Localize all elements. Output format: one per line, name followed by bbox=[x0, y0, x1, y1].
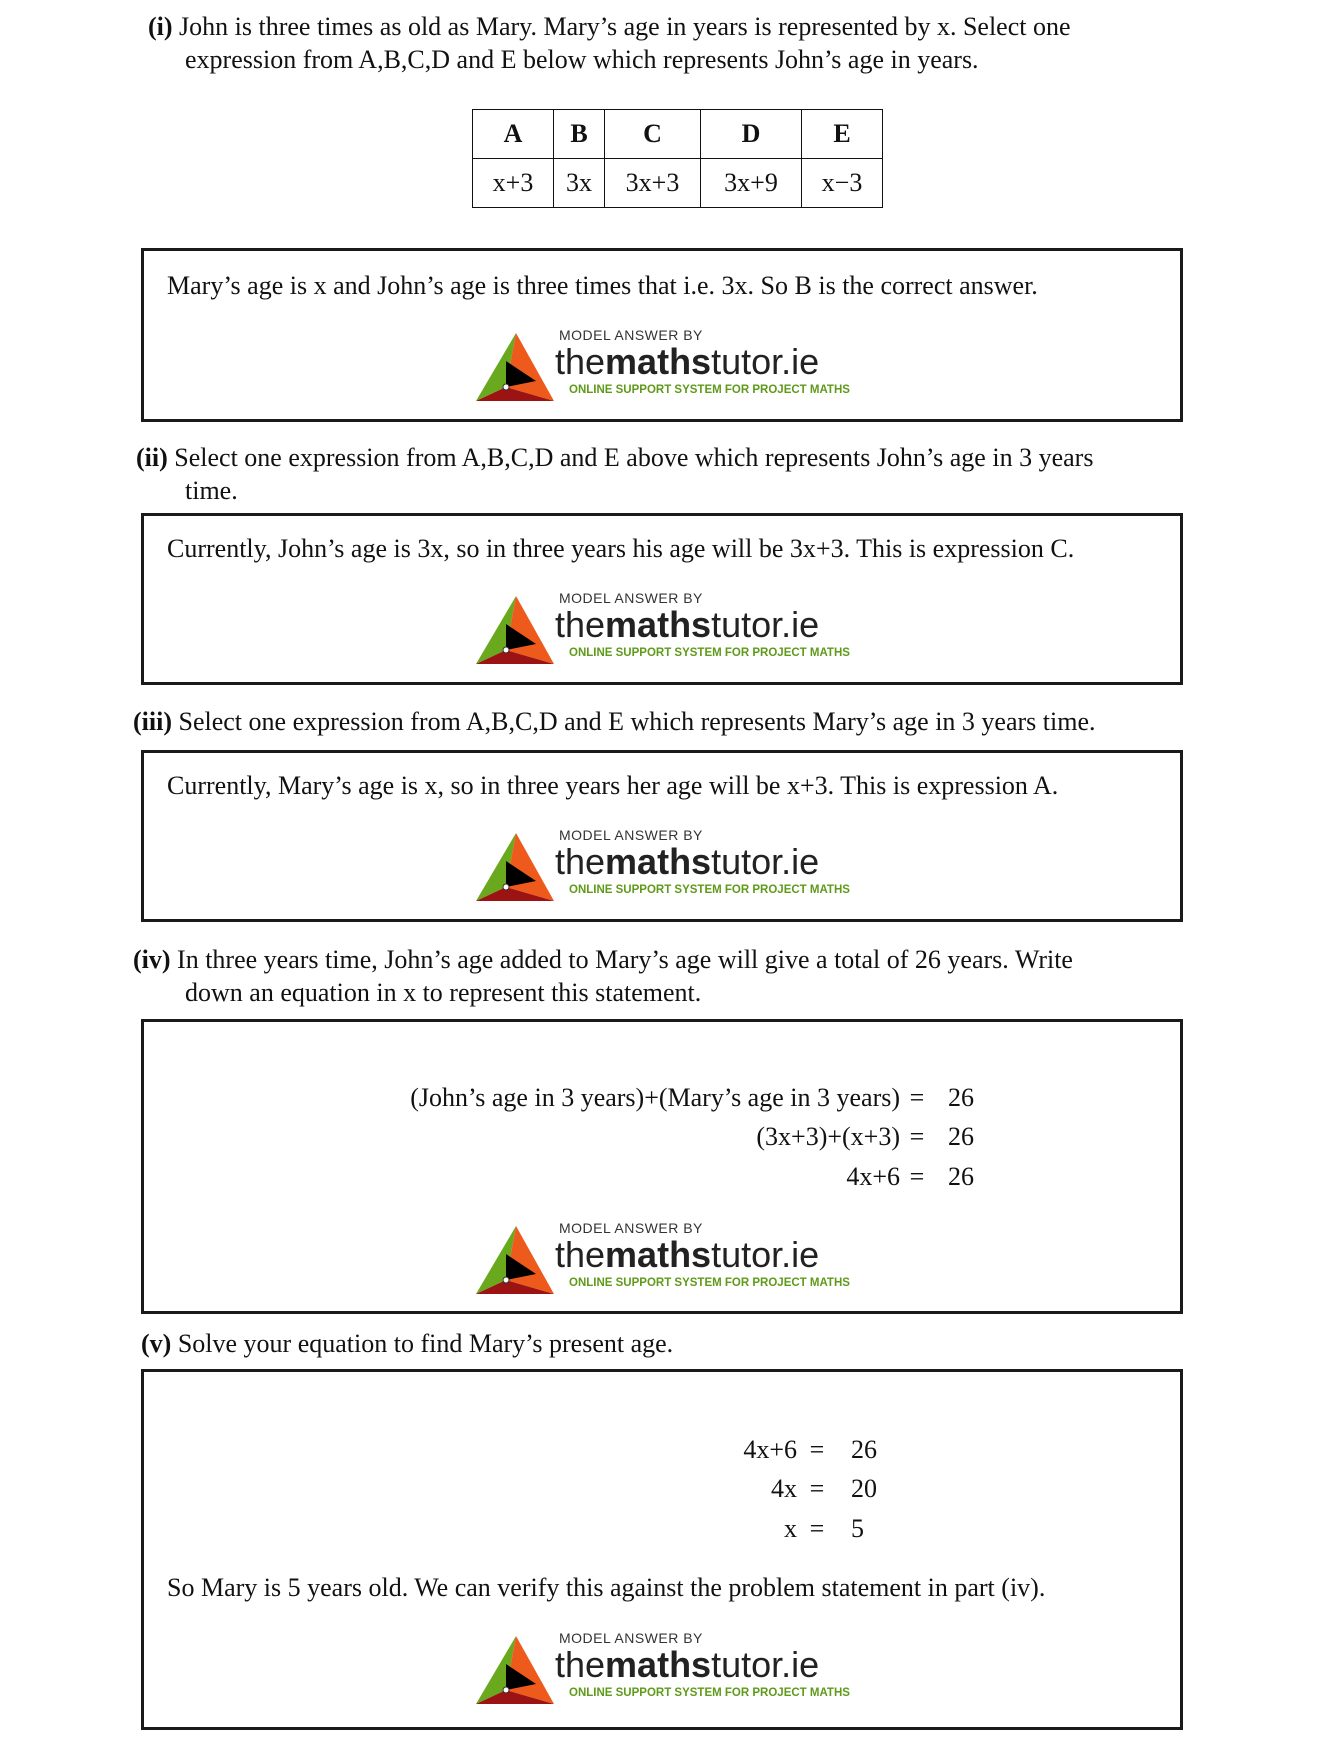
logo bbox=[476, 327, 866, 403]
question-number: (iv) bbox=[133, 945, 171, 974]
logo-small-text: MODEL ANSWER BY bbox=[559, 827, 703, 843]
option-expression: 3x+3 bbox=[605, 159, 701, 208]
equation-lhs: (John’s age in 3 years)+(Mary’s age in 3 years) bbox=[410, 1083, 900, 1112]
equation-row bbox=[144, 1083, 1180, 1117]
equation-rhs: 26 bbox=[948, 1122, 974, 1151]
triangle-logo-icon bbox=[476, 831, 556, 903]
equation-lhs: 4x bbox=[771, 1474, 797, 1503]
options-table bbox=[472, 109, 883, 208]
question-text: Solve your equation to find Mary’s present age. bbox=[177, 1329, 674, 1358]
question-ii bbox=[136, 441, 1093, 507]
option-header: A bbox=[473, 110, 554, 159]
logo-small-text: MODEL ANSWER BY bbox=[559, 1220, 703, 1236]
option-header: B bbox=[554, 110, 605, 159]
question-text: Select one expression from A,B,C,D and E above which represents John’s age in 3 years bbox=[174, 443, 1094, 472]
logo-tagline: ONLINE SUPPORT SYSTEM FOR PROJECT MATHS bbox=[569, 884, 850, 896]
logo-tagline: ONLINE SUPPORT SYSTEM FOR PROJECT MATHS bbox=[569, 1687, 850, 1699]
question-number: (i) bbox=[148, 12, 173, 41]
equation-row bbox=[144, 1474, 1180, 1508]
answer-box-ii bbox=[141, 513, 1183, 685]
question-number: (v) bbox=[141, 1329, 172, 1358]
logo-tagline: ONLINE SUPPORT SYSTEM FOR PROJECT MATHS bbox=[569, 647, 850, 659]
option-expression: 3x+9 bbox=[701, 159, 802, 208]
equation-lhs: 4x+6 bbox=[743, 1435, 797, 1464]
question-iii bbox=[133, 705, 1096, 738]
equation-rhs: 26 bbox=[948, 1083, 974, 1112]
question-text: In three years time, John’s age added to Mary’s age will give a total of 26 years. Write bbox=[177, 945, 1073, 974]
logo-small-text: MODEL ANSWER BY bbox=[559, 327, 703, 343]
option-header: C bbox=[605, 110, 701, 159]
equation-row bbox=[144, 1514, 1180, 1548]
option-expression: x−3 bbox=[802, 159, 883, 208]
question-number: (iii) bbox=[133, 707, 172, 736]
logo-brand: themathstutor.ie bbox=[555, 1234, 820, 1275]
logo-small-text: MODEL ANSWER BY bbox=[559, 590, 703, 606]
logo-tagline: ONLINE SUPPORT SYSTEM FOR PROJECT MATHS bbox=[569, 384, 850, 396]
question-text-cont: time. bbox=[185, 476, 238, 505]
answer-box-iv bbox=[141, 1019, 1183, 1314]
answer-text: Mary’s age is x and John’s age is three times that i.e. 3x. So B is the correct answer. bbox=[167, 271, 1038, 300]
option-header: E bbox=[802, 110, 883, 159]
triangle-logo-icon bbox=[476, 594, 556, 666]
question-number: (ii) bbox=[136, 443, 168, 472]
question-text: Select one expression from A,B,C,D and E which represents Mary’s age in 3 years time. bbox=[178, 707, 1096, 736]
equation-op: = bbox=[909, 1122, 925, 1151]
logo bbox=[476, 1220, 866, 1296]
equation-rhs: 20 bbox=[851, 1474, 877, 1503]
option-header: D bbox=[701, 110, 802, 159]
logo-brand: themathstutor.ie bbox=[555, 841, 820, 882]
logo-tagline: ONLINE SUPPORT SYSTEM FOR PROJECT MATHS bbox=[569, 1277, 850, 1289]
option-expression: 3x bbox=[554, 159, 605, 208]
option-expression: x+3 bbox=[473, 159, 554, 208]
equation-lhs: 4x+6 bbox=[846, 1162, 900, 1191]
question-iv bbox=[133, 943, 1073, 1009]
question-text: John is three times as old as Mary. Mary’s age in years is represented by x. Select one bbox=[179, 12, 1071, 41]
answer-box-iii bbox=[141, 750, 1183, 922]
answer-box-i bbox=[141, 248, 1183, 422]
equation-op: = bbox=[809, 1514, 825, 1543]
equation-lhs: x bbox=[784, 1514, 797, 1543]
equation-row bbox=[144, 1162, 1180, 1196]
question-v bbox=[141, 1327, 673, 1360]
logo-small-text: MODEL ANSWER BY bbox=[559, 1630, 703, 1646]
equation-rhs: 5 bbox=[851, 1514, 864, 1543]
question-text-cont: down an equation in x to represent this statement. bbox=[185, 978, 702, 1007]
answer-box-v bbox=[141, 1369, 1183, 1730]
equation-op: = bbox=[909, 1083, 925, 1112]
logo bbox=[476, 1630, 866, 1706]
logo-brand: themathstutor.ie bbox=[555, 1644, 820, 1685]
equation-op: = bbox=[809, 1435, 825, 1464]
question-text-cont: expression from A,B,C,D and E below which represents John’s age in years. bbox=[185, 45, 979, 74]
answer-text: Currently, Mary’s age is x, so in three years her age will be x+3. This is expression A. bbox=[167, 771, 1059, 800]
logo bbox=[476, 827, 866, 903]
equation-op: = bbox=[909, 1162, 925, 1191]
question-i bbox=[148, 10, 1071, 76]
logo-brand: themathstutor.ie bbox=[555, 604, 820, 645]
logo-brand: themathstutor.ie bbox=[555, 341, 820, 382]
equation-row bbox=[144, 1435, 1180, 1469]
triangle-logo-icon bbox=[476, 331, 556, 403]
equation-row bbox=[144, 1122, 1180, 1156]
equation-op: = bbox=[809, 1474, 825, 1503]
equation-lhs: (3x+3)+(x+3) bbox=[756, 1122, 900, 1151]
triangle-logo-icon bbox=[476, 1634, 556, 1706]
answer-text: Currently, John’s age is 3x, so in three years his age will be 3x+3. This is expression C. bbox=[167, 534, 1075, 563]
logo bbox=[476, 590, 866, 666]
answer-text: So Mary is 5 years old. We can verify this against the problem statement in part (iv). bbox=[167, 1573, 1046, 1602]
equation-rhs: 26 bbox=[948, 1162, 974, 1191]
equation-rhs: 26 bbox=[851, 1435, 877, 1464]
triangle-logo-icon bbox=[476, 1224, 556, 1296]
